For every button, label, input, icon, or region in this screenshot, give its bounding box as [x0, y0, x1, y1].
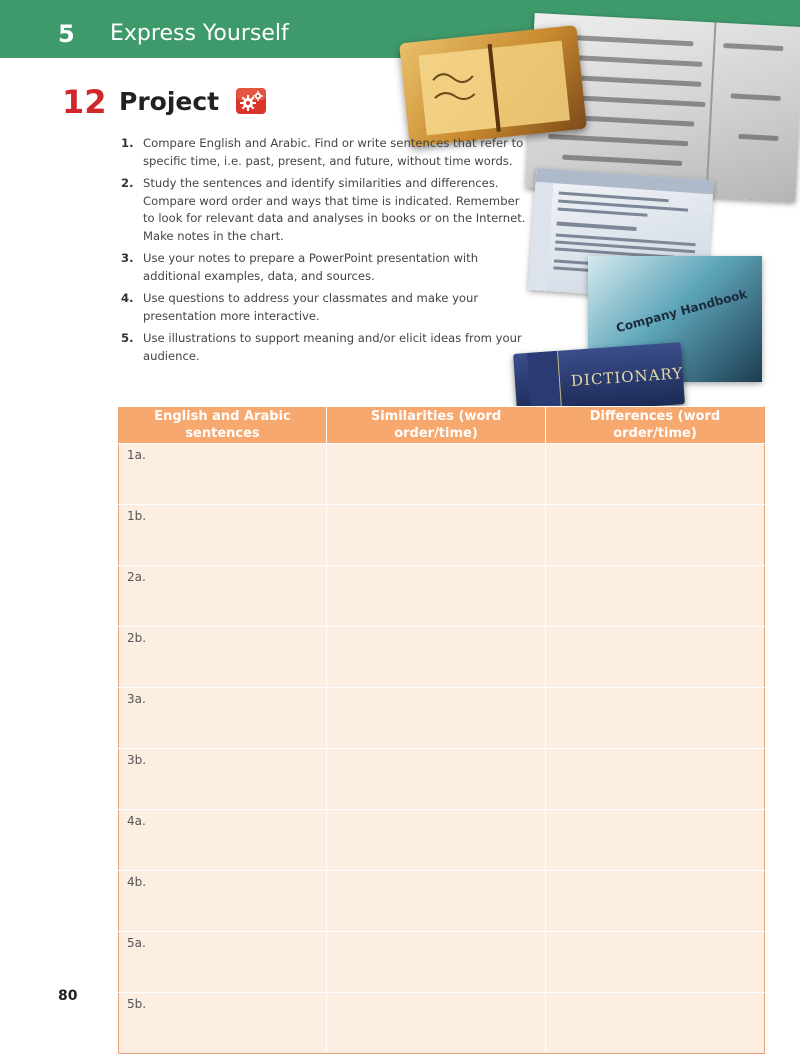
- column-header-differences: Differences (word order/time): [546, 407, 765, 444]
- table-row: [119, 749, 765, 810]
- table-row: [119, 993, 765, 1054]
- similarities-cell[interactable]: [327, 993, 546, 1054]
- differences-cell[interactable]: [546, 688, 765, 749]
- column-header-sentences: English and Arabic sentences: [119, 407, 327, 444]
- instruction-number: 4.: [121, 291, 134, 305]
- row-label: 2a.: [127, 570, 146, 584]
- table-row: [119, 871, 765, 932]
- similarities-cell[interactable]: [327, 505, 546, 566]
- differences-cell[interactable]: [546, 993, 765, 1054]
- similarities-cell[interactable]: [327, 871, 546, 932]
- similarities-cell[interactable]: [327, 932, 546, 993]
- instruction-item: [121, 250, 531, 285]
- section-number: 12: [62, 83, 107, 121]
- instruction-number: 5.: [121, 331, 134, 345]
- row-label: 1a.: [127, 448, 146, 462]
- sentence-cell[interactable]: [119, 871, 327, 932]
- table-row: [119, 932, 765, 993]
- row-label: 1b.: [127, 509, 147, 523]
- sentence-cell[interactable]: [119, 444, 327, 505]
- sentence-cell[interactable]: [119, 932, 327, 993]
- differences-cell[interactable]: [546, 810, 765, 871]
- similarities-cell[interactable]: [327, 749, 546, 810]
- unit-title: Express Yourself: [110, 21, 289, 46]
- table-row: [119, 627, 765, 688]
- sentence-cell[interactable]: [119, 749, 327, 810]
- similarities-cell[interactable]: [327, 688, 546, 749]
- notebook-photo: [399, 25, 587, 147]
- instruction-number: 1.: [121, 136, 134, 150]
- differences-cell[interactable]: [546, 566, 765, 627]
- row-label: 2b.: [127, 631, 147, 645]
- differences-cell[interactable]: [546, 505, 765, 566]
- dictionary-book-photo: [513, 342, 685, 416]
- instruction-item: [121, 175, 531, 245]
- differences-cell[interactable]: [546, 627, 765, 688]
- sentence-cell[interactable]: [119, 627, 327, 688]
- table-row: [119, 566, 765, 627]
- instruction-number: 3.: [121, 251, 134, 265]
- table-row: [119, 444, 765, 505]
- sentence-cell[interactable]: [119, 993, 327, 1054]
- sentence-cell[interactable]: [119, 505, 327, 566]
- table-row: [119, 688, 765, 749]
- row-label: 4b.: [127, 875, 147, 889]
- differences-cell[interactable]: [546, 871, 765, 932]
- unit-number: 5: [58, 20, 75, 48]
- similarities-cell[interactable]: [327, 444, 546, 505]
- similarities-cell[interactable]: [327, 810, 546, 871]
- row-label: 3b.: [127, 753, 147, 767]
- sentence-cell[interactable]: [119, 810, 327, 871]
- instruction-text: Compare English and Arabic. Find or write sentences that refer to specific time, i.e. past, present, and future, without time words.: [143, 136, 524, 168]
- instruction-item: [121, 135, 531, 170]
- gear-icon: [234, 86, 268, 116]
- table-row: [119, 505, 765, 566]
- row-label: 5b.: [127, 997, 147, 1011]
- dictionary-book-title: DICTIONARY: [570, 364, 684, 390]
- table-row: [119, 810, 765, 871]
- handbook-title: Company Handbook: [614, 286, 749, 336]
- row-label: 5a.: [127, 936, 146, 950]
- instruction-list: [121, 135, 531, 370]
- instruction-text: Use illustrations to support meaning and/or elicit ideas from your audience.: [143, 331, 522, 363]
- column-header-similarities: Similarities (word order/time): [327, 407, 546, 444]
- notebook-illustration: [399, 25, 587, 147]
- sentence-cell[interactable]: [119, 566, 327, 627]
- row-label: 4a.: [127, 814, 146, 828]
- instruction-text: Use questions to address your classmates and make your presentation more interactive.: [143, 291, 479, 323]
- notes-chart: [118, 406, 765, 1054]
- similarities-cell[interactable]: [327, 627, 546, 688]
- differences-cell[interactable]: [546, 749, 765, 810]
- similarities-cell[interactable]: [327, 566, 546, 627]
- instruction-item: [121, 330, 531, 365]
- differences-cell[interactable]: [546, 444, 765, 505]
- instruction-item: [121, 290, 531, 325]
- section-title: Project: [119, 87, 220, 116]
- instruction-text: Use your notes to prepare a PowerPoint presentation with additional examples, data, and sources.: [143, 251, 479, 283]
- row-label: 3a.: [127, 692, 146, 706]
- page-number: 80: [58, 988, 78, 1004]
- instruction-text: Study the sentences and identify similarities and differences. Compare word order and ways that time is indicated. Remember to look for relevant data and analyses in books or on the Internet. Make notes in the chart.: [143, 176, 526, 243]
- differences-cell[interactable]: [546, 932, 765, 993]
- sentence-cell[interactable]: [119, 688, 327, 749]
- instruction-number: 2.: [121, 176, 134, 190]
